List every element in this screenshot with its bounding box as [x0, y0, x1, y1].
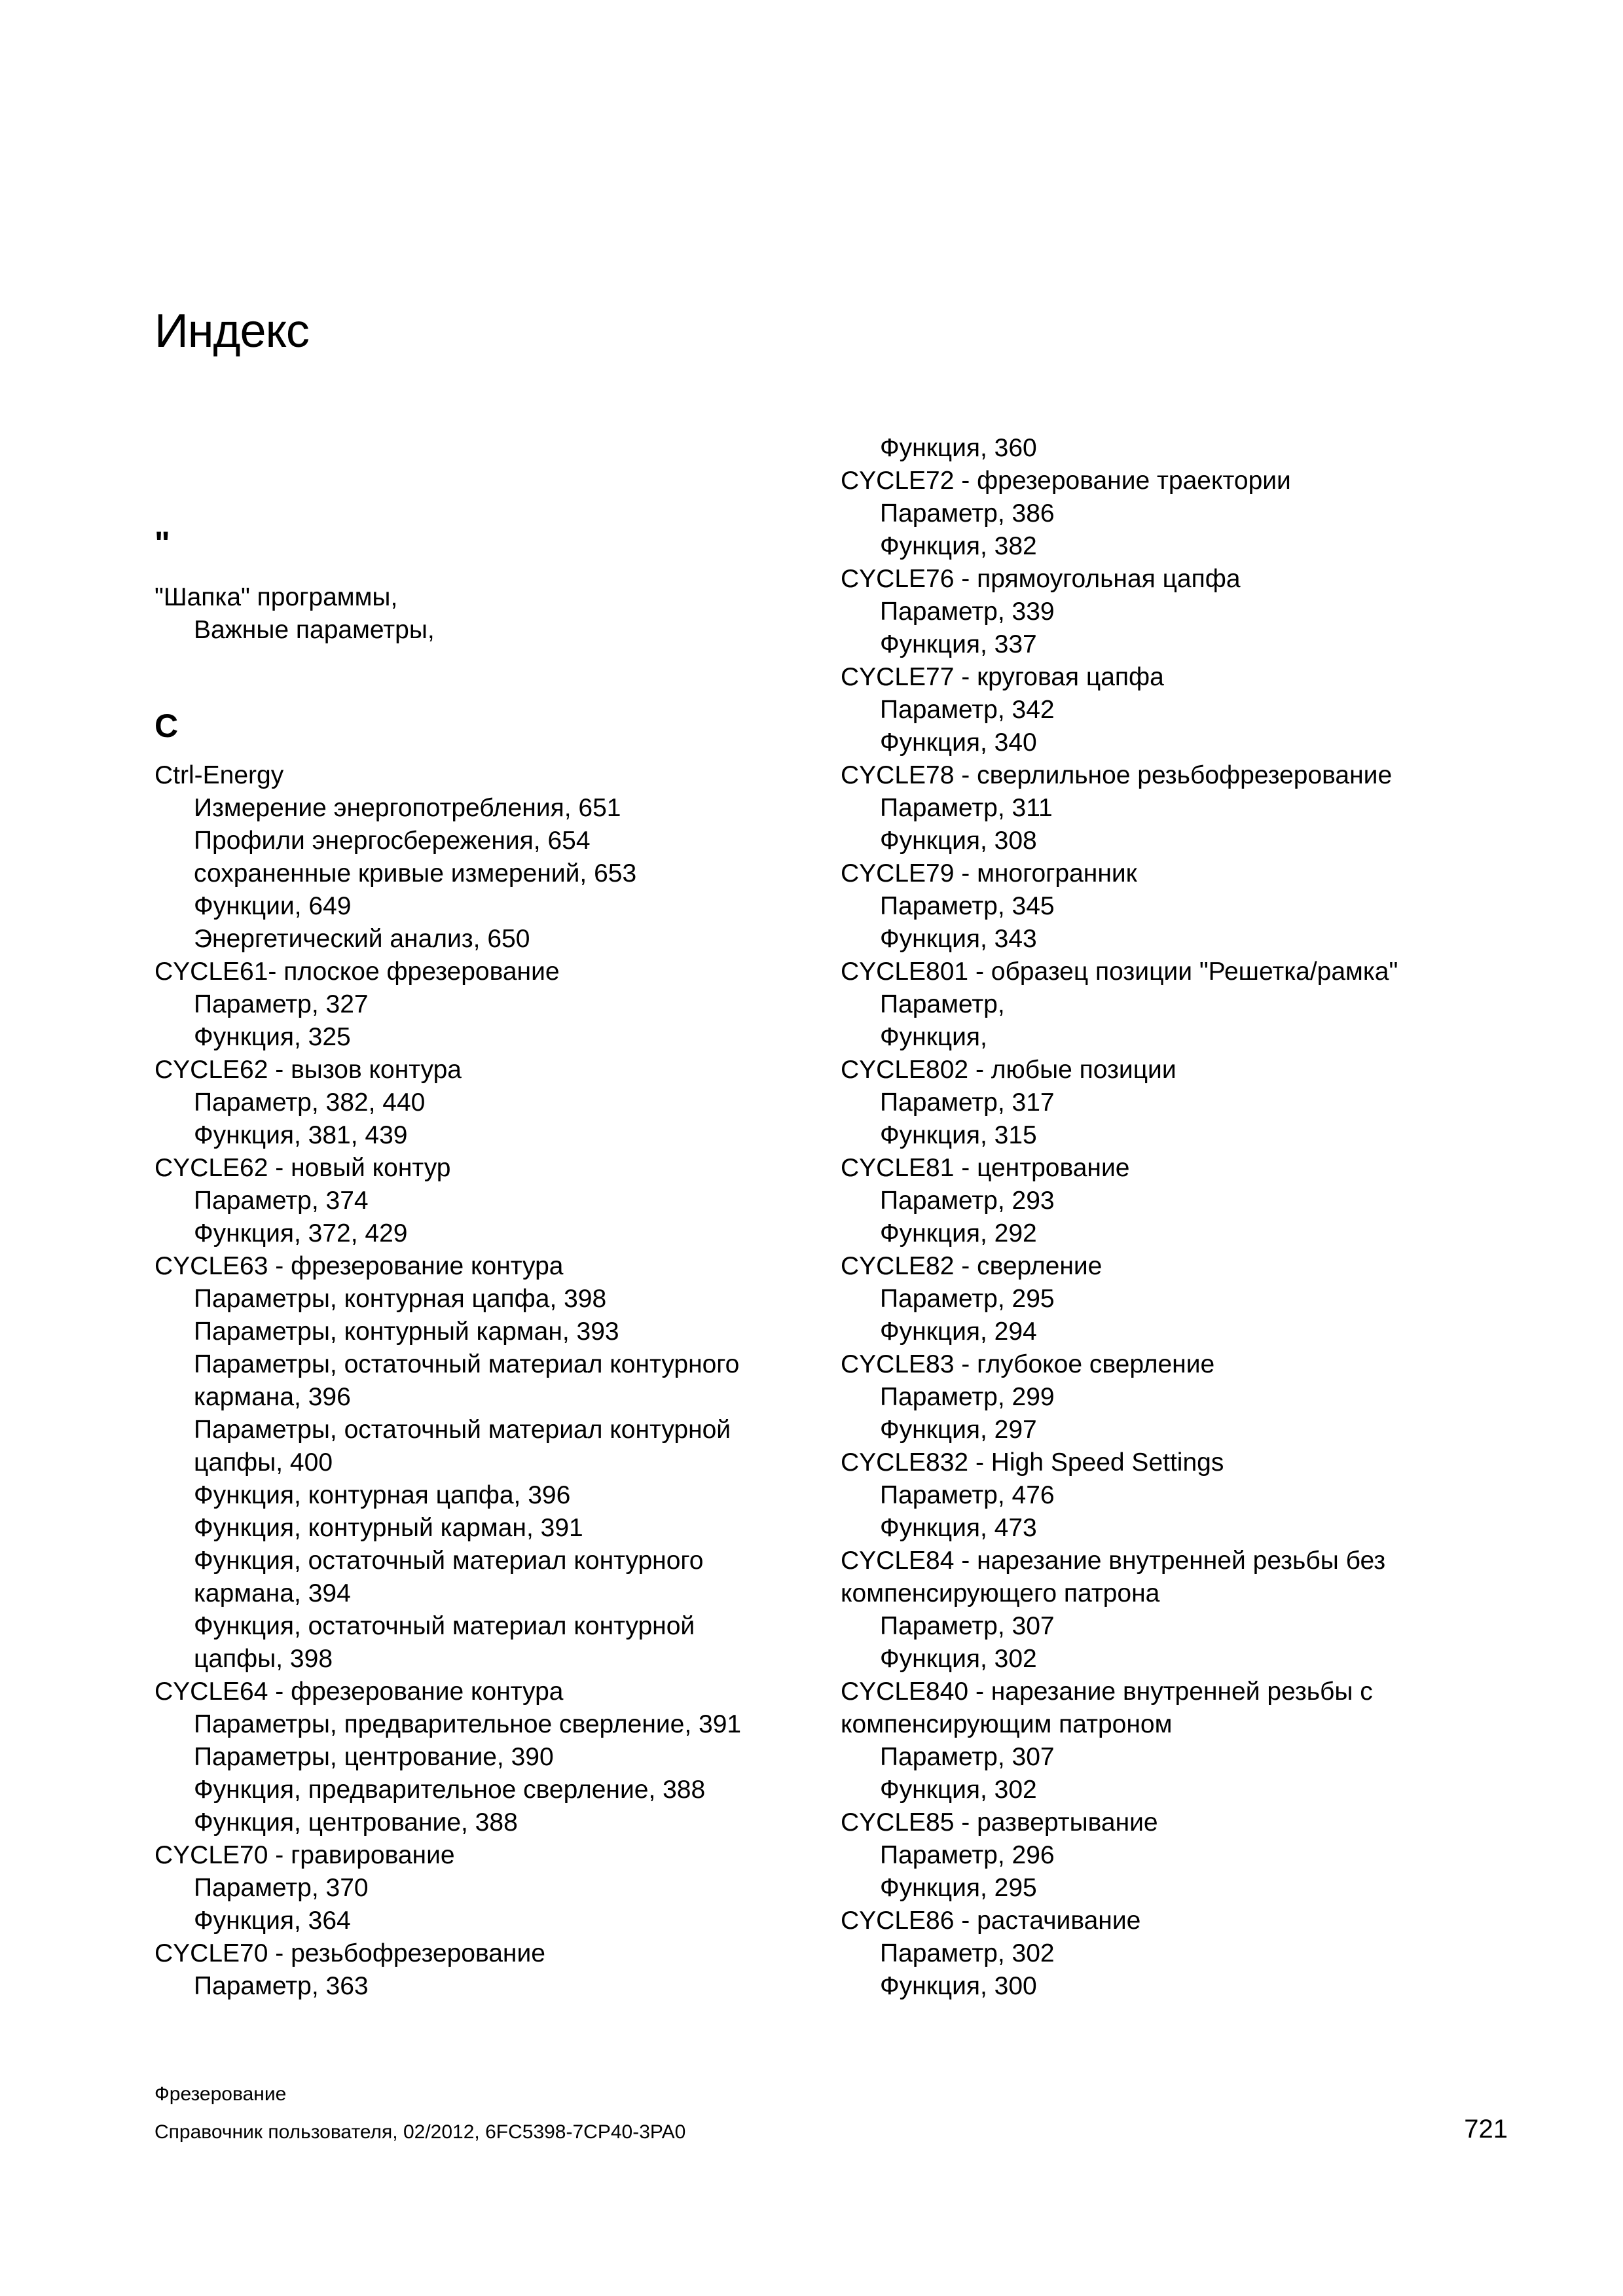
index-entry: CYCLE801 - образец позиции "Решетка/рамка"	[841, 958, 1398, 986]
index-subentry: Параметры, контурный карман, 393	[194, 1318, 619, 1346]
section-quote-entries	[155, 581, 435, 647]
index-subentry: Параметр, 382, 440	[194, 1088, 426, 1117]
page-number: 721	[1464, 2115, 1508, 2144]
index-subentry: Параметр, 363	[194, 1972, 369, 2000]
index-subentry: Функция, 300	[880, 1972, 1037, 2000]
index-entry: CYCLE62 - новый контур	[155, 1154, 451, 1182]
index-entry: CYCLE83 - глубокое сверление	[841, 1350, 1215, 1378]
index-subentry-continued: цапфы, 398	[194, 1645, 333, 1673]
index-subentry: Функция, 302	[880, 1645, 1037, 1673]
index-subentry: Функции, 649	[194, 892, 352, 920]
index-entry: CYCLE61- плоское фрезерование	[155, 958, 560, 986]
index-entry: CYCLE79 - многогранник	[841, 859, 1137, 888]
index-subentry: Функция, остаточный материал контурной	[194, 1612, 695, 1640]
index-subentry: Параметр, 370	[194, 1874, 369, 1902]
index-subentry: Параметр, 342	[880, 696, 1055, 724]
index-subentry: Функция, 382	[880, 532, 1037, 560]
index-subentry: Функция, 308	[880, 827, 1037, 855]
index-subentry: Функция, остаточный материал контурного	[194, 1547, 704, 1575]
index-subentry: Профили энергосбережения, 654	[194, 827, 591, 855]
index-subentry: Функция, 360	[880, 434, 1037, 462]
section-c-entries	[155, 759, 741, 2003]
page-title: Индекс	[155, 305, 309, 357]
index-subentry: Параметр, 374	[194, 1187, 369, 1215]
index-entry: CYCLE77 - круговая цапфа	[841, 663, 1164, 691]
index-subentry: Функция, 337	[880, 630, 1037, 658]
index-entry: CYCLE840 - нарезание внутренней резьбы с	[841, 1677, 1373, 1706]
index-entry: CYCLE70 - гравирование	[155, 1841, 455, 1869]
index-entry-continued: компенсирующего патрона	[841, 1579, 1160, 1607]
index-entry: CYCLE802 - любые позиции	[841, 1056, 1176, 1084]
index-subentry: Параметр, 311	[880, 794, 1053, 822]
index-entry: CYCLE84 - нарезание внутренней резьбы без	[841, 1547, 1386, 1575]
index-subentry: Параметры, предварительное сверление, 391	[194, 1710, 742, 1738]
index-subentry: Параметры, контурная цапфа, 398	[194, 1285, 607, 1313]
right-column-entries	[841, 432, 1398, 2003]
index-subentry: Параметр, 302	[880, 1939, 1055, 1967]
section-heading-quote: "	[155, 525, 170, 562]
index-entry: CYCLE72 - фрезерование траектории	[841, 467, 1291, 495]
index-entry: CYCLE832 - High Speed Settings	[841, 1448, 1224, 1477]
index-subentry: Функция, 381, 439	[194, 1121, 408, 1149]
index-subentry: Параметры, центрование, 390	[194, 1743, 554, 1771]
index-subentry: Функция, 364	[194, 1907, 351, 1935]
index-entry: CYCLE62 - вызов контура	[155, 1056, 462, 1084]
index-subentry: Функция, 343	[880, 925, 1037, 953]
index-subentry: Параметр, 296	[880, 1841, 1055, 1869]
index-subentry: Функция, 325	[194, 1023, 351, 1051]
index-subentry: Функция, 295	[880, 1874, 1037, 1902]
index-subentry: Важные параметры,	[194, 616, 435, 644]
footer-document-title: Фрезерование	[155, 2083, 287, 2105]
index-subentry: Функция, контурная цапфа, 396	[194, 1481, 571, 1509]
index-subentry: Функция,	[880, 1023, 987, 1051]
footer-document-reference: Справочник пользователя, 02/2012, 6FC5398-7CP40-3PA0	[155, 2121, 686, 2143]
index-subentry: Функция, 297	[880, 1416, 1037, 1444]
index-subentry: Параметр, 295	[880, 1285, 1055, 1313]
index-entry: Ctrl-Energy	[155, 761, 284, 789]
index-subentry: Параметр, 345	[880, 892, 1055, 920]
index-subentry: Параметр, 476	[880, 1481, 1055, 1509]
index-subentry-continued: цапфы, 400	[194, 1448, 333, 1477]
index-entry: CYCLE86 - растачивание	[841, 1907, 1141, 1935]
index-subentry: Функция, 473	[880, 1514, 1037, 1542]
index-subentry: Функция, предварительное сверление, 388	[194, 1776, 706, 1804]
index-subentry: Функция, 372, 429	[194, 1219, 408, 1247]
index-subentry: Параметр, 307	[880, 1743, 1055, 1771]
index-subentry: Функция, 292	[880, 1219, 1037, 1247]
index-entry: CYCLE85 - развертывание	[841, 1808, 1158, 1837]
section-heading-c: C	[155, 708, 179, 744]
index-subentry: Функция, 315	[880, 1121, 1037, 1149]
index-subentry: Функция, 302	[880, 1776, 1037, 1804]
index-entry: "Шапка" программы,	[155, 583, 398, 611]
index-entry: CYCLE82 - сверление	[841, 1252, 1103, 1280]
index-subentry: Параметры, остаточный материал контурной	[194, 1416, 731, 1444]
index-subentry: Параметр, 299	[880, 1383, 1055, 1411]
index-entry: CYCLE78 - сверлильное резьбофрезерование	[841, 761, 1393, 789]
index-entry: CYCLE64 - фрезерование контура	[155, 1677, 564, 1706]
index-subentry: Функция, 294	[880, 1318, 1037, 1346]
index-subentry: Параметр, 293	[880, 1187, 1055, 1215]
index-subentry-continued: кармана, 394	[194, 1579, 351, 1607]
index-subentry-continued: кармана, 396	[194, 1383, 351, 1411]
index-subentry: Функция, центрование, 388	[194, 1808, 518, 1837]
index-entry: CYCLE63 - фрезерование контура	[155, 1252, 564, 1280]
index-subentry: Параметр, 317	[880, 1088, 1055, 1117]
index-subentry: Параметры, остаточный материал контурного	[194, 1350, 740, 1378]
index-subentry: Функция, 340	[880, 728, 1037, 757]
index-subentry: Параметр, 327	[194, 990, 369, 1018]
index-subentry: Параметр, 339	[880, 598, 1055, 626]
index-subentry: Энергетический анализ, 650	[194, 925, 530, 953]
index-entry-continued: компенсирующим патроном	[841, 1710, 1173, 1738]
index-subentry: сохраненные кривые измерений, 653	[194, 859, 637, 888]
index-entry: CYCLE81 - центрование	[841, 1154, 1130, 1182]
index-entry: CYCLE70 - резьбофрезерование	[155, 1939, 545, 1967]
index-subentry: Измерение энергопотребления, 651	[194, 794, 621, 822]
index-subentry: Параметр, 307	[880, 1612, 1055, 1640]
index-subentry: Параметр,	[880, 990, 1005, 1018]
index-subentry: Параметр, 386	[880, 499, 1055, 528]
index-entry: CYCLE76 - прямоугольная цапфа	[841, 565, 1241, 593]
index-subentry: Функция, контурный карман, 391	[194, 1514, 583, 1542]
